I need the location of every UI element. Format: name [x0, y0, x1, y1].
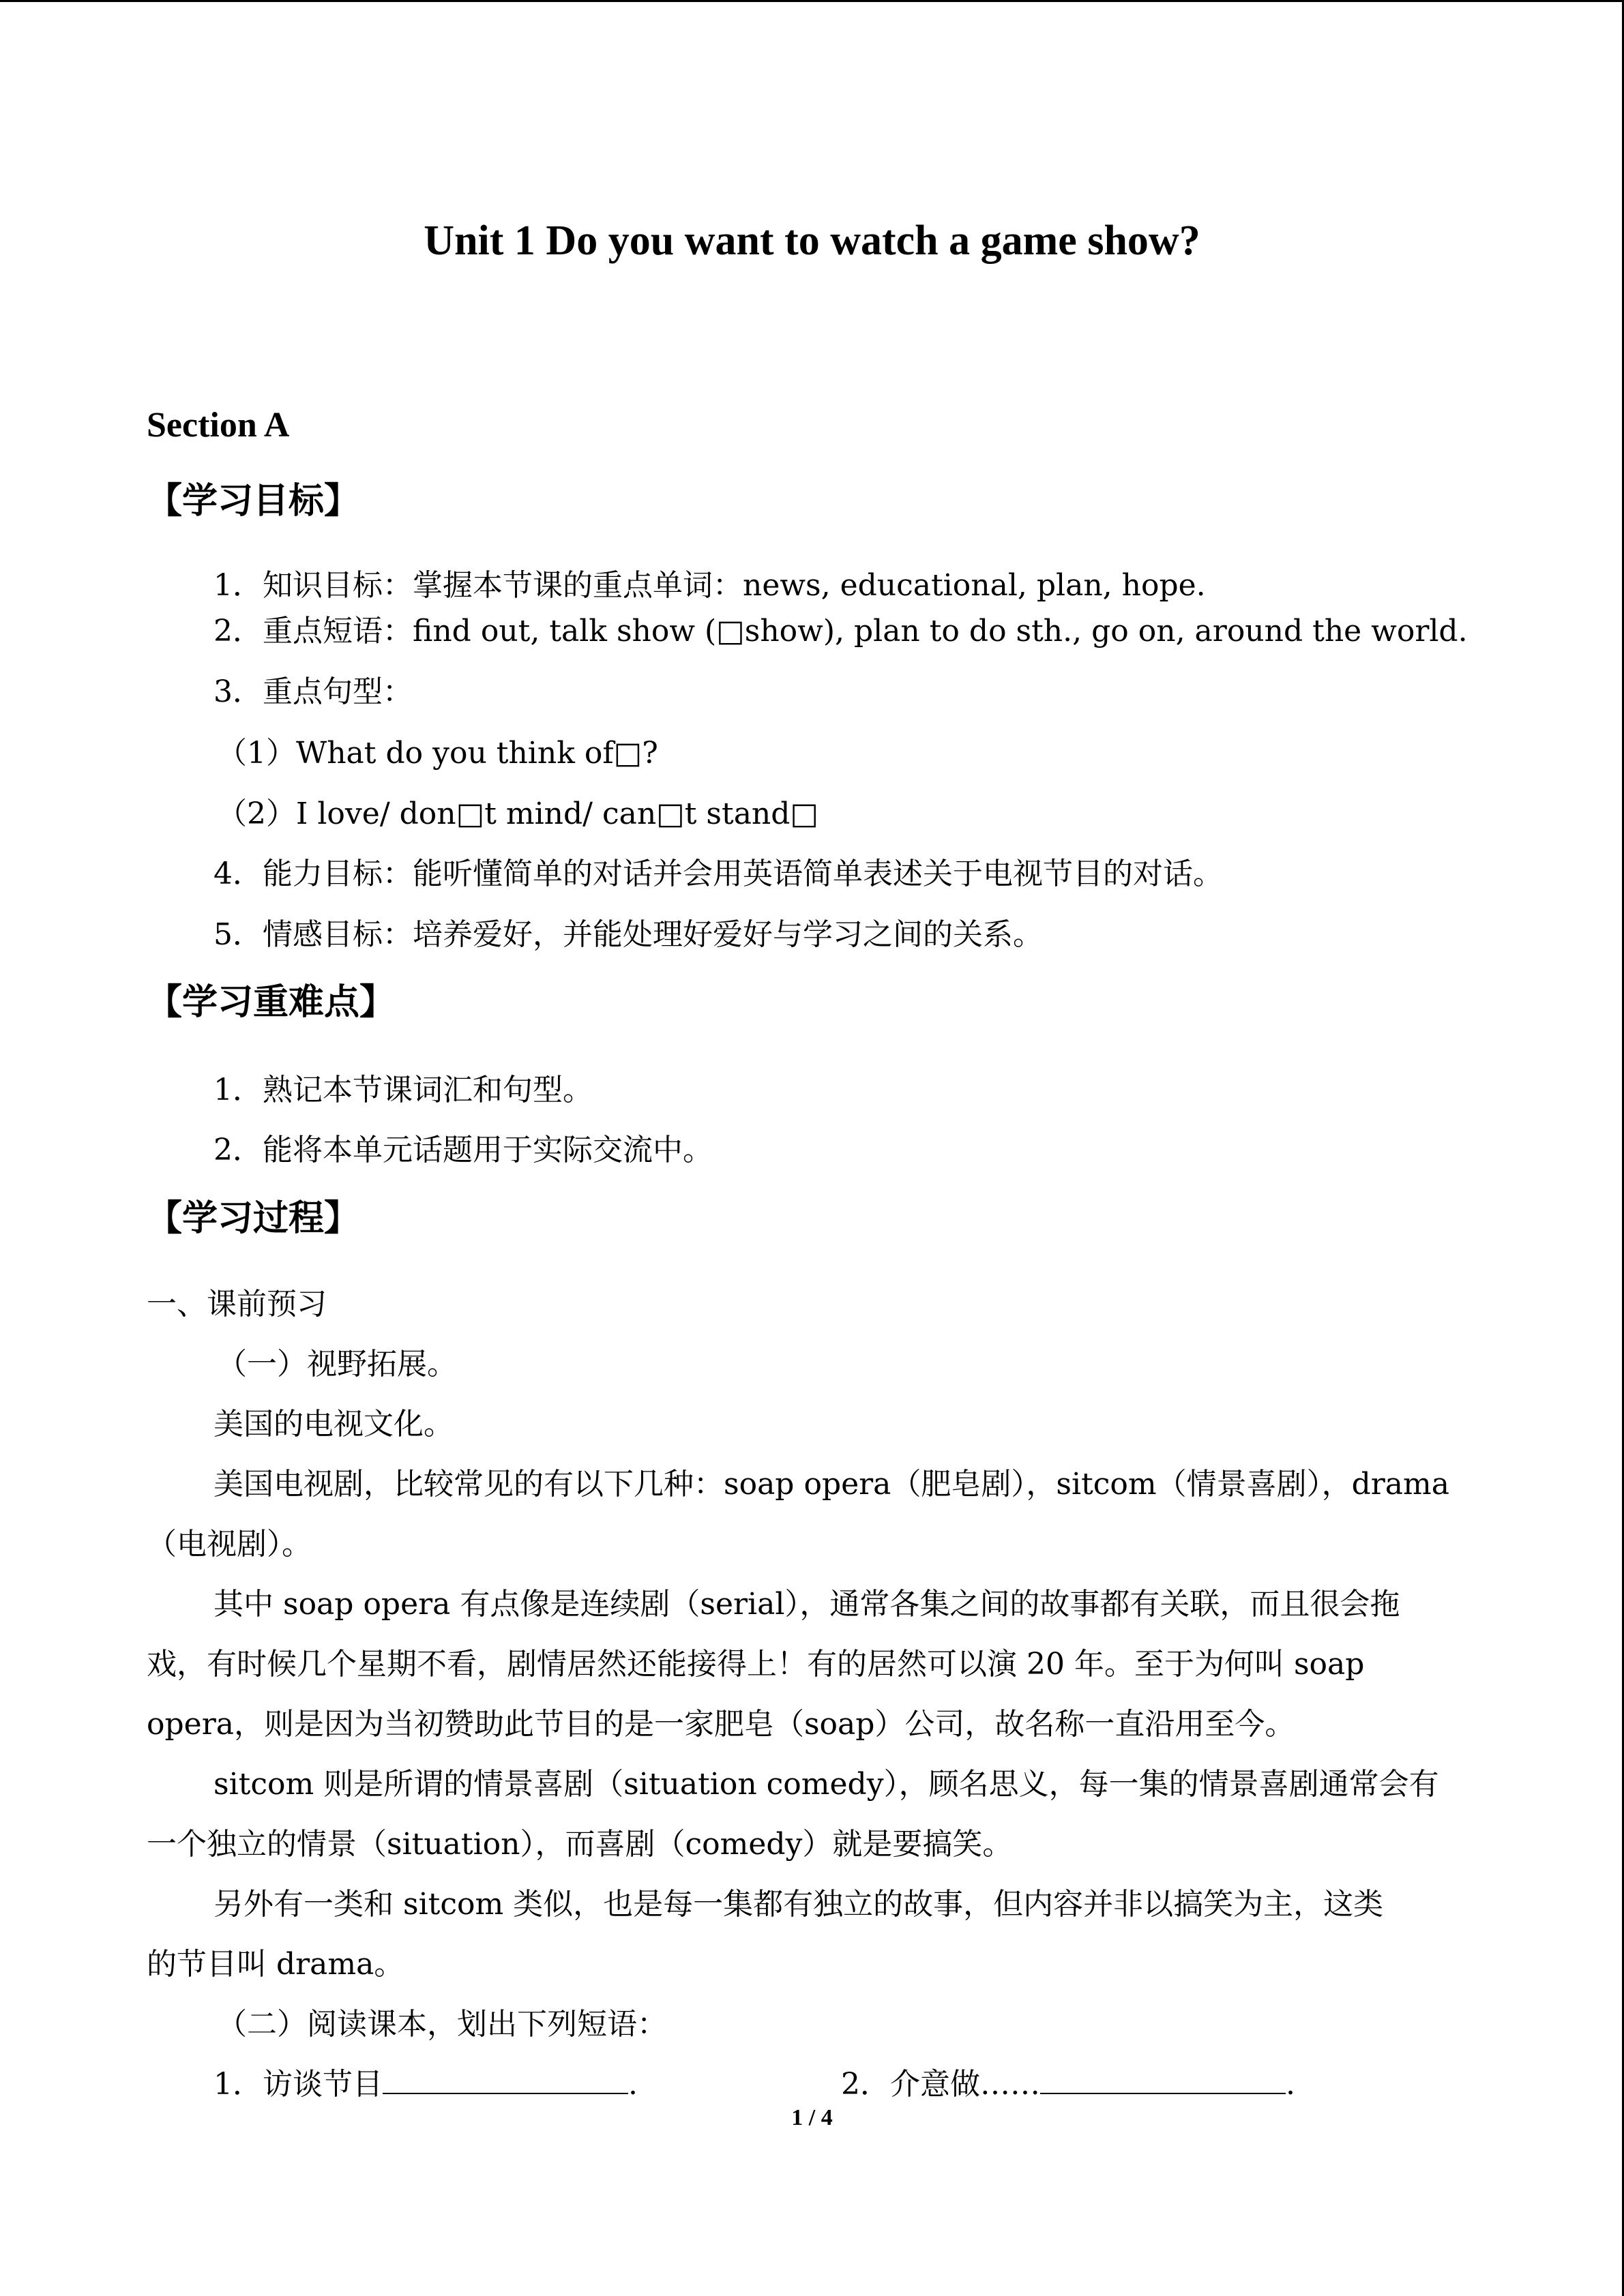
- paragraph-line: sitcom 则是所谓的情景喜剧（situation comedy），顾名思义，每一集的情景喜剧通常会有: [213, 1767, 1439, 1802]
- paragraph-line: 的节目叫 drama。: [147, 1947, 404, 1982]
- paragraph-line: 美国电视剧，比较常见的有以下几种：soap opera（肥皂剧），sitcom（情景喜剧），drama: [213, 1467, 1449, 1502]
- paragraph-line: 美国的电视文化。: [213, 1407, 454, 1442]
- subsection-title: （二）阅读课本，划出下列短语：: [217, 2007, 667, 2042]
- exercise-period: .: [628, 2067, 638, 2102]
- key-point-item: 1．熟记本节课词汇和句型。: [213, 1073, 593, 1107]
- top-border: [0, 0, 1624, 2]
- answer-blank[interactable]: [1040, 2063, 1286, 2094]
- answer-blank[interactable]: [383, 2063, 628, 2094]
- goal-item: 3．重点句型：: [213, 674, 413, 709]
- part-title: 一、课前预习: [147, 1287, 327, 1322]
- exercise-label: 1．访谈节目: [213, 2067, 383, 2102]
- goals-heading: 【学习目标】: [147, 480, 360, 522]
- paragraph-line: 其中 soap opera 有点像是连续剧（serial），通常各集之间的故事都有关联，而且很会拖: [213, 1587, 1400, 1622]
- paragraph-line: 戏，有时候几个星期不看，剧情居然还能接得上！有的居然可以演 20 年。至于为何叫 soap: [147, 1647, 1365, 1682]
- exercise-item: [213, 2059, 638, 2103]
- process-heading: 【学习过程】: [147, 1197, 360, 1239]
- subsection-title: （一）视野拓展。: [217, 1347, 457, 1382]
- paragraph-line: 另外有一类和 sitcom 类似，也是每一集都有独立的故事，但内容并非以搞笑为主，这类: [213, 1887, 1384, 1922]
- goal-item: 2．重点短语：find out, talk show (□show), plan to do sth., go on, around the world.: [213, 614, 1468, 648]
- exercise-label: 2．介意做……: [841, 2067, 1040, 2102]
- exercise-item: [841, 2059, 1295, 2103]
- paragraph-line: opera，则是因为当初赞助此节目的是一家肥皂（soap）公司，故名称一直沿用至今。: [147, 1707, 1295, 1742]
- document-title: Unit 1 Do you want to watch a game show?: [424, 218, 1200, 264]
- goal-item: 5．情感目标：培养爱好，并能处理好爱好与学习之间的关系。: [213, 917, 1043, 952]
- goal-item: 1．知识目标：掌握本节课的重点单词：news, educational, plan, hope.: [213, 568, 1206, 603]
- goal-subitem: （2）I love/ don□t mind/ can□t stand□: [217, 796, 818, 831]
- paragraph-line: 一个独立的情景（situation），而喜剧（comedy）就是要搞笑。: [147, 1827, 1013, 1862]
- key-point-item: 2．能将本单元话题用于实际交流中。: [213, 1133, 713, 1167]
- section-heading: Section A: [147, 406, 290, 445]
- goal-subitem: （1）What do you think of□?: [217, 736, 658, 771]
- paragraph-line: （电视剧）。: [147, 1527, 312, 1562]
- page-number: 1 / 4: [791, 2105, 833, 2130]
- goal-item: 4．能力目标：能听懂简单的对话并会用英语简单表述关于电视节目的对话。: [213, 856, 1223, 891]
- key-points-heading: 【学习重难点】: [147, 981, 396, 1023]
- exercise-period: .: [1286, 2067, 1295, 2102]
